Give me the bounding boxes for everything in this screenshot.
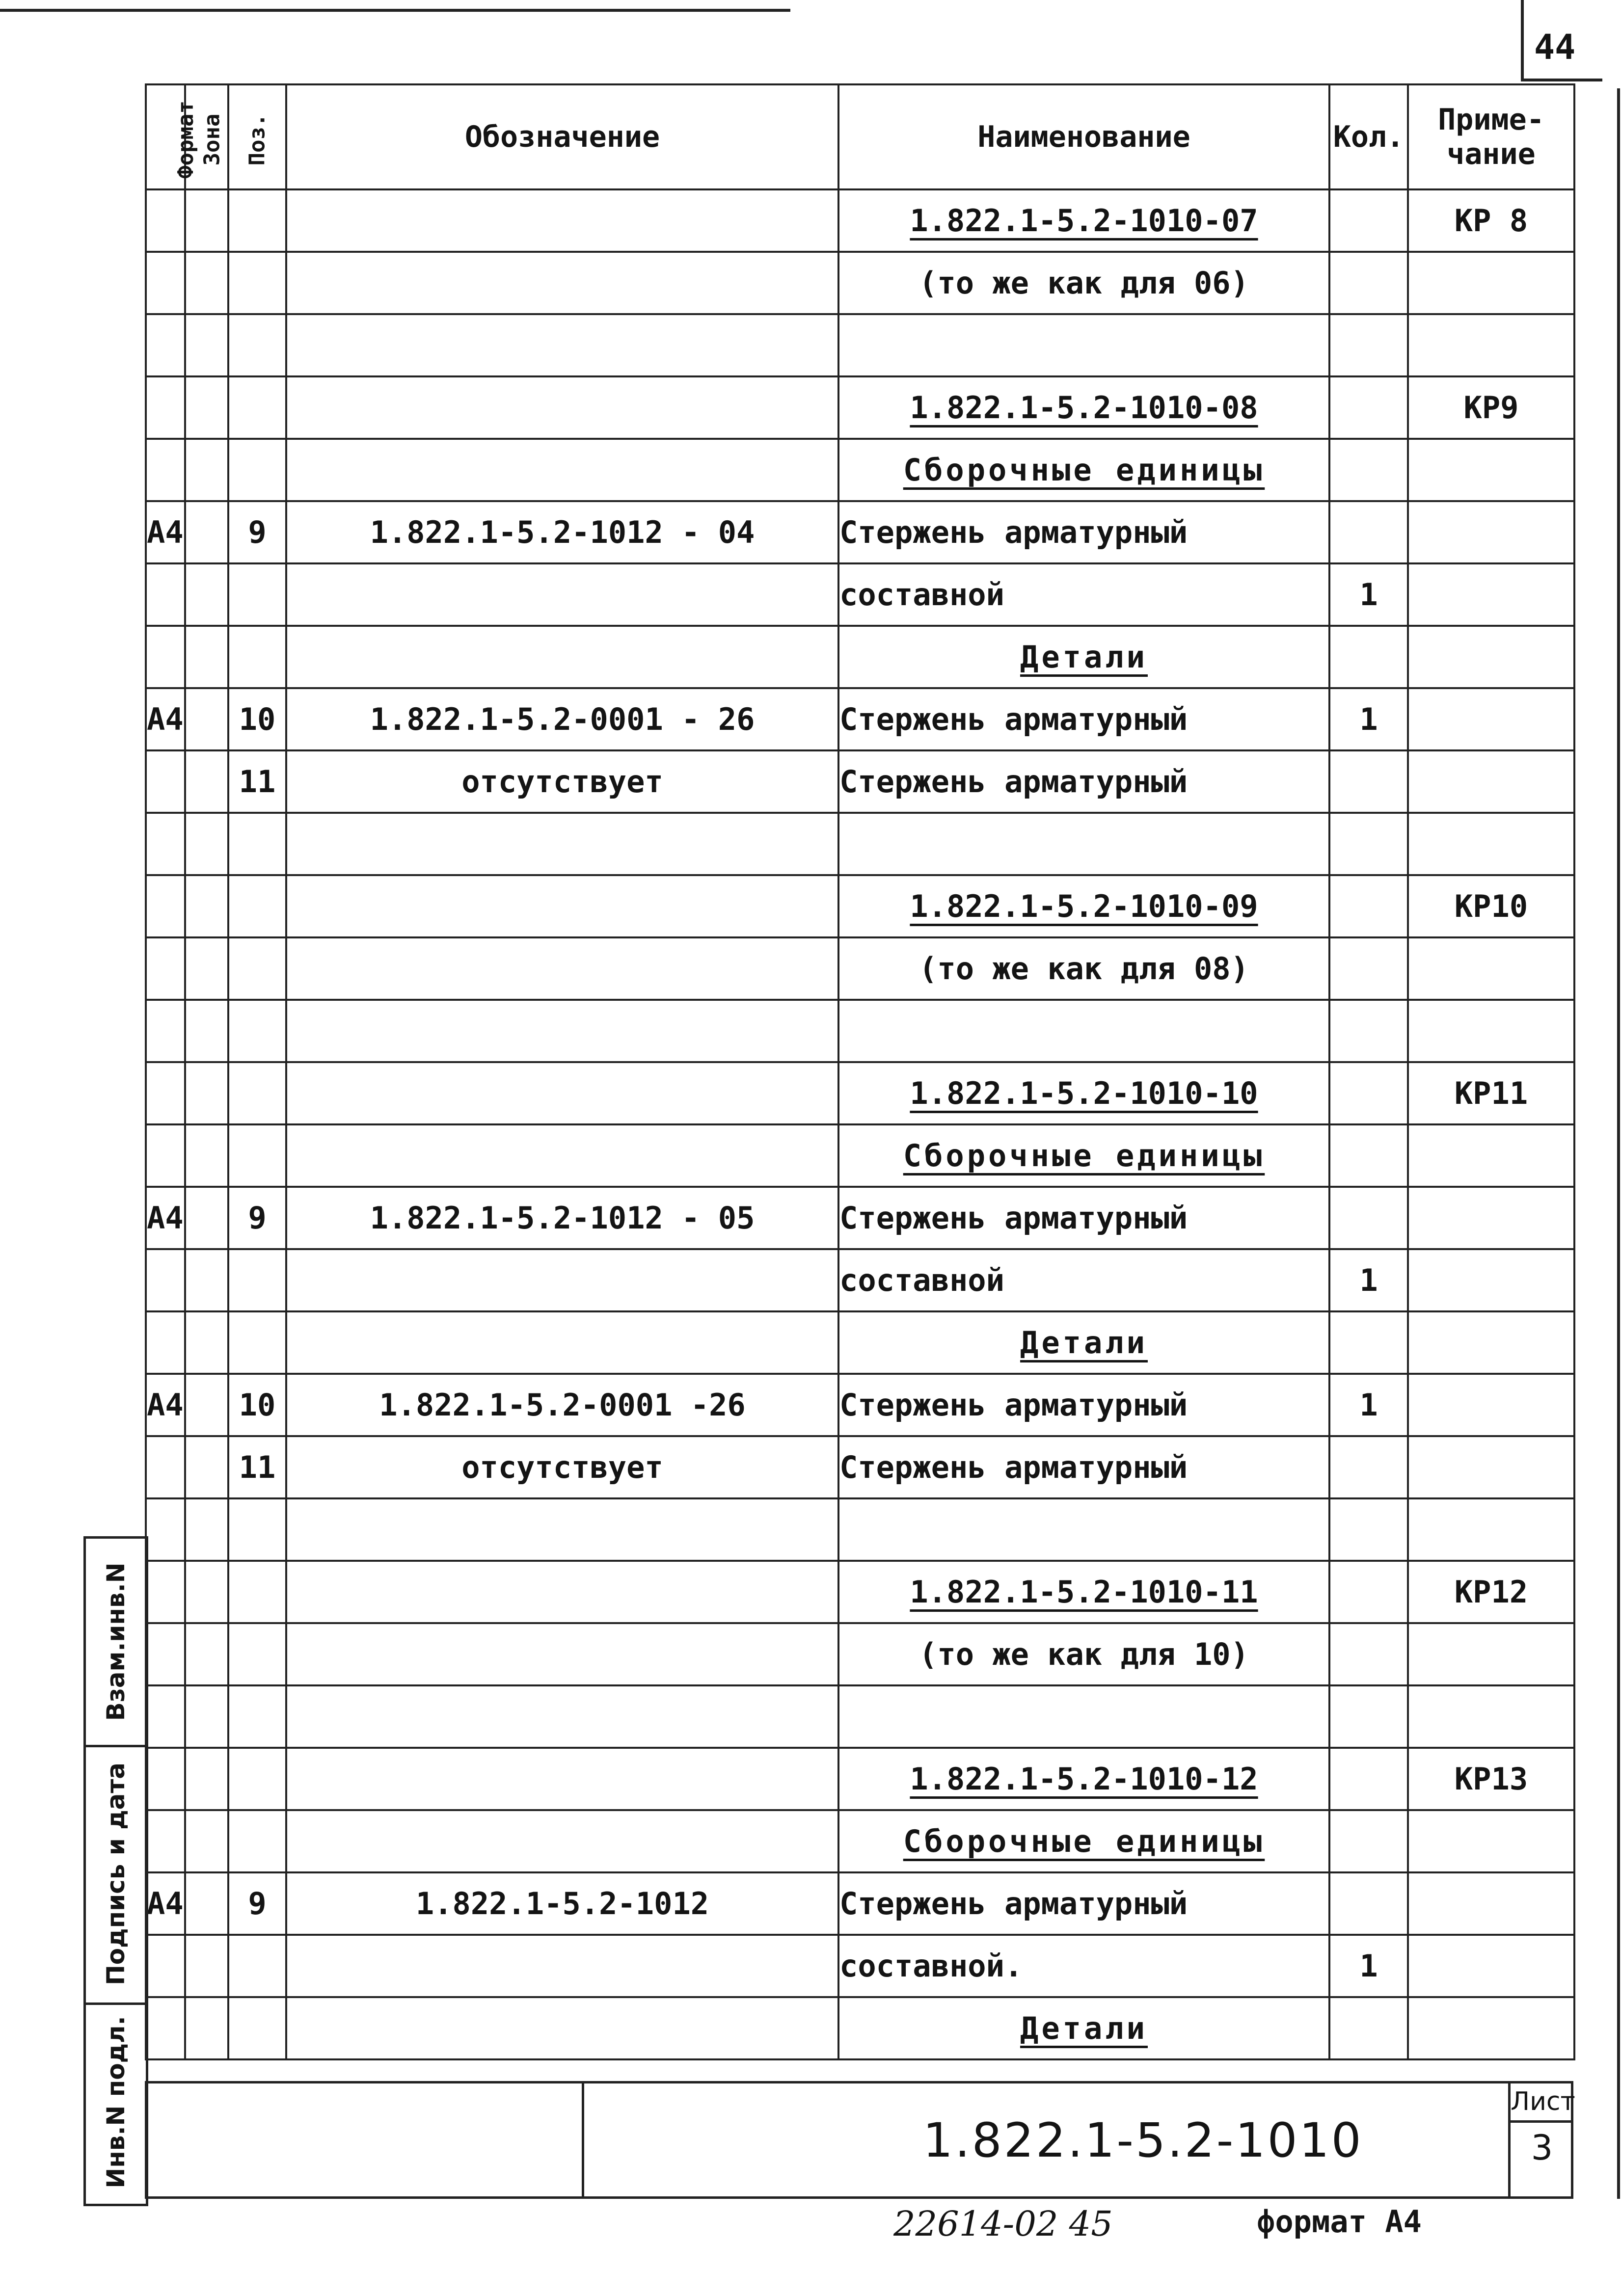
cell-zone: [185, 1124, 228, 1187]
cell-zone: [185, 1748, 228, 1810]
cell-format: А4: [146, 1872, 185, 1935]
cell-note: КР12: [1408, 1561, 1574, 1623]
table-row: [146, 439, 1574, 501]
cell-qty: 1: [1329, 1935, 1408, 1997]
table-row: [146, 1187, 1574, 1249]
specification-table: [145, 83, 1573, 2091]
header-format: Формат: [146, 84, 185, 189]
table-row: [146, 189, 1574, 252]
cell-name: [838, 189, 1329, 252]
cell-format: [146, 1997, 185, 2059]
cell-pos: [228, 376, 286, 439]
cell-designation: 1.822.1-5.2-1012: [286, 1872, 838, 1935]
cell-pos: [228, 937, 286, 1000]
cell-zone: [185, 688, 228, 750]
cell-pos: 9: [228, 1872, 286, 1935]
cell-designation: [286, 1000, 838, 1062]
handwritten-numbers: 22614-02 45: [893, 2204, 1113, 2244]
cell-note: [1408, 1810, 1574, 1872]
cell-name-text: Стержень арматурный: [839, 701, 1188, 737]
cell-designation: [286, 189, 838, 252]
cell-designation: [286, 439, 838, 501]
table-row: [146, 1124, 1574, 1187]
cell-name-text: Сборочные единицы: [903, 1823, 1265, 1859]
cell-format: [146, 439, 185, 501]
cell-designation: отсутствует: [286, 1436, 838, 1498]
cell-note: КР 8: [1408, 189, 1574, 252]
cell-pos: [228, 1311, 286, 1374]
cell-zone: [185, 1561, 228, 1623]
cell-name: [838, 1249, 1329, 1311]
table-row: [146, 1498, 1574, 1561]
cell-name-text: (то же как для 08): [919, 951, 1249, 987]
cell-note: [1408, 688, 1574, 750]
cell-note: [1408, 1311, 1574, 1374]
cell-designation: [286, 1810, 838, 1872]
cell-designation: [286, 1124, 838, 1187]
cell-format: А4: [146, 501, 185, 563]
table-row: [146, 1997, 1574, 2059]
cell-pos: 10: [228, 688, 286, 750]
cell-designation: [286, 1685, 838, 1748]
table-row: [146, 1872, 1574, 1935]
cell-note: [1408, 1436, 1574, 1498]
cell-format: [146, 1748, 185, 1810]
cell-designation: [286, 1498, 838, 1561]
cell-pos: [228, 252, 286, 314]
cell-format: [146, 1000, 185, 1062]
cell-format: [146, 1436, 185, 1498]
cell-pos: [228, 1249, 286, 1311]
cell-designation: [286, 1997, 838, 2059]
cell-format: [146, 189, 185, 252]
cell-designation: [286, 376, 838, 439]
cell-qty: [1329, 376, 1408, 439]
cell-note: [1408, 813, 1574, 875]
cell-pos: [228, 1062, 286, 1124]
cell-designation: [286, 875, 838, 937]
table-row: [146, 875, 1574, 937]
cell-pos: [228, 563, 286, 626]
table-row: [146, 688, 1574, 750]
cell-qty: [1329, 1124, 1408, 1187]
cell-format: А4: [146, 688, 185, 750]
cell-qty: [1329, 1498, 1408, 1561]
cell-pos: [228, 1997, 286, 2059]
cell-pos: [228, 1748, 286, 1810]
cell-name: [838, 501, 1329, 563]
cell-designation: отсутствует: [286, 750, 838, 813]
cell-format: [146, 626, 185, 688]
table-row: [146, 626, 1574, 688]
cell-format: [146, 875, 185, 937]
cell-designation: [286, 937, 838, 1000]
cell-name: [838, 1436, 1329, 1498]
cell-name: [838, 1187, 1329, 1249]
cell-format: [146, 1623, 185, 1685]
cell-designation: [286, 1311, 838, 1374]
cell-zone: [185, 1311, 228, 1374]
cell-note: [1408, 1872, 1574, 1935]
cell-zone: [185, 563, 228, 626]
cell-format: [146, 252, 185, 314]
cell-pos: [228, 1623, 286, 1685]
cell-name-text: Стержень арматурный: [839, 1200, 1188, 1236]
cell-note: [1408, 1124, 1574, 1187]
cell-qty: [1329, 750, 1408, 813]
cell-name: [838, 252, 1329, 314]
header-zone: Зона: [185, 84, 228, 189]
cell-note: [1408, 750, 1574, 813]
table-row: [146, 1374, 1574, 1436]
cell-name: [838, 1374, 1329, 1436]
cell-format: А4: [146, 1187, 185, 1249]
cell-designation: [286, 1748, 838, 1810]
cell-format: [146, 1935, 185, 1997]
cell-designation: 1.822.1-5.2-0001 - 26: [286, 688, 838, 750]
cell-format: [146, 1249, 185, 1311]
cell-qty: 1: [1329, 1249, 1408, 1311]
cell-designation: [286, 1623, 838, 1685]
cell-name-text: составной.: [839, 1948, 1023, 1984]
list-label: Лист: [1511, 2083, 1573, 2123]
cell-name: [838, 688, 1329, 750]
cell-name-text: 1.822.1-5.2-1010-07: [910, 203, 1258, 239]
cell-name: [838, 376, 1329, 439]
cell-zone: [185, 1249, 228, 1311]
cell-name: [838, 626, 1329, 688]
cell-name: [838, 1062, 1329, 1124]
cell-name: [838, 1000, 1329, 1062]
cell-pos: [228, 875, 286, 937]
list-number: 3: [1531, 2128, 1553, 2168]
cell-format: [146, 1810, 185, 1872]
cell-name: [838, 937, 1329, 1000]
table-row: [146, 1249, 1574, 1311]
cell-qty: [1329, 1623, 1408, 1685]
cell-name: [838, 813, 1329, 875]
header-note: Приме- чание: [1408, 84, 1574, 189]
cell-qty: [1329, 1685, 1408, 1748]
cell-name: [838, 1685, 1329, 1748]
cell-name: [838, 1498, 1329, 1561]
cell-note: [1408, 563, 1574, 626]
cell-name-text: Детали: [1020, 2010, 1148, 2046]
cell-designation: 1.822.1-5.2-1012 - 05: [286, 1187, 838, 1249]
cell-name-text: составной: [839, 1262, 1004, 1298]
cell-qty: 1: [1329, 563, 1408, 626]
cell-name: [838, 1311, 1329, 1374]
cell-zone: [185, 1997, 228, 2059]
cell-name-text: Стержень арматурный: [839, 1886, 1188, 1922]
table-row: [146, 1685, 1574, 1748]
cell-zone: [185, 875, 228, 937]
cell-format: [146, 1311, 185, 1374]
cell-qty: 1: [1329, 688, 1408, 750]
cell-name-text: 1.822.1-5.2-1010-08: [910, 390, 1258, 426]
cell-pos: [228, 626, 286, 688]
cell-pos: 9: [228, 501, 286, 563]
cell-name-text: 1.822.1-5.2-1010-11: [910, 1574, 1258, 1610]
cell-name: [838, 750, 1329, 813]
cell-name-text: Сборочные единицы: [903, 452, 1265, 488]
cell-pos: 11: [228, 750, 286, 813]
cell-name-text: составной: [839, 577, 1004, 613]
cell-designation: [286, 1062, 838, 1124]
cell-format: [146, 314, 185, 376]
cell-designation: [286, 252, 838, 314]
cell-note: КР10: [1408, 875, 1574, 937]
table-row: [146, 252, 1574, 314]
cell-qty: [1329, 252, 1408, 314]
cell-pos: 10: [228, 1374, 286, 1436]
table-header: [146, 84, 1574, 189]
cell-name: [838, 875, 1329, 937]
cell-name: [838, 1872, 1329, 1935]
cell-note: [1408, 1374, 1574, 1436]
cell-name: [838, 314, 1329, 376]
cell-qty: [1329, 937, 1408, 1000]
cell-qty: [1329, 875, 1408, 937]
cell-pos: [228, 1000, 286, 1062]
cell-qty: [1329, 1187, 1408, 1249]
cell-name-text: Детали: [1020, 639, 1148, 675]
cell-pos: [228, 1685, 286, 1748]
table-row: [146, 1062, 1574, 1124]
cell-zone: [185, 1498, 228, 1561]
cell-name: [838, 1810, 1329, 1872]
cell-pos: [228, 439, 286, 501]
cell-zone: [185, 1436, 228, 1498]
cell-format: [146, 1561, 185, 1623]
cell-note: [1408, 314, 1574, 376]
cell-qty: [1329, 813, 1408, 875]
cell-name: [838, 1623, 1329, 1685]
cell-qty: [1329, 439, 1408, 501]
document-code: 1.822.1-5.2-1010: [923, 2113, 1363, 2168]
cell-zone: [185, 1062, 228, 1124]
top-rule: [0, 9, 790, 12]
cell-name: [838, 1748, 1329, 1810]
table-row: [146, 563, 1574, 626]
cell-name-text: 1.822.1-5.2-1010-10: [910, 1075, 1258, 1111]
cell-name: [838, 1997, 1329, 2059]
cell-note: [1408, 1249, 1574, 1311]
cell-pos: [228, 813, 286, 875]
table-row: [146, 1748, 1574, 1810]
cell-name-text: 1.822.1-5.2-1010-12: [910, 1761, 1258, 1797]
cell-zone: [185, 937, 228, 1000]
cell-designation: [286, 1249, 838, 1311]
cell-qty: [1329, 1748, 1408, 1810]
cell-pos: [228, 1935, 286, 1997]
cell-note: [1408, 1685, 1574, 1748]
cell-name-text: Стержень арматурный: [839, 1387, 1188, 1423]
cell-designation: [286, 1561, 838, 1623]
table-row: [146, 937, 1574, 1000]
cell-zone: [185, 1685, 228, 1748]
cell-qty: [1329, 1872, 1408, 1935]
cell-format: [146, 1498, 185, 1561]
cell-designation: 1.822.1-5.2-1012 - 04: [286, 501, 838, 563]
cell-format: [146, 1124, 185, 1187]
cell-note: КР11: [1408, 1062, 1574, 1124]
header-designation: Обозначение: [286, 84, 838, 189]
header-name: Наименование: [838, 84, 1329, 189]
cell-zone: [185, 1000, 228, 1062]
cell-format: [146, 376, 185, 439]
cell-qty: 1: [1329, 1374, 1408, 1436]
table-row: [146, 1561, 1574, 1623]
table-row: [146, 1623, 1574, 1685]
cell-note: [1408, 1997, 1574, 2059]
cell-name: [838, 1935, 1329, 1997]
cell-note: [1408, 252, 1574, 314]
table-row: [146, 750, 1574, 813]
cell-qty: [1329, 1000, 1408, 1062]
cell-designation: [286, 813, 838, 875]
cell-note: КР13: [1408, 1748, 1574, 1810]
cell-name-text: Сборочные единицы: [903, 1138, 1265, 1174]
list-box: [1508, 2083, 1573, 2196]
cell-zone: [185, 813, 228, 875]
cell-pos: [228, 314, 286, 376]
cell-note: [1408, 626, 1574, 688]
cell-note: [1408, 1935, 1574, 1997]
cell-designation: 1.822.1-5.2-0001 -26: [286, 1374, 838, 1436]
cell-note: КР9: [1408, 376, 1574, 439]
cell-zone: [185, 189, 228, 252]
table-row: [146, 501, 1574, 563]
cell-note: [1408, 501, 1574, 563]
cell-name: [838, 563, 1329, 626]
cell-qty: [1329, 1062, 1408, 1124]
cell-pos: [228, 1561, 286, 1623]
cell-note: [1408, 1623, 1574, 1685]
cell-name-text: (то же как для 10): [919, 1636, 1249, 1672]
cell-format: [146, 1685, 185, 1748]
header-qty: Кол.: [1329, 84, 1408, 189]
cell-note: [1408, 937, 1574, 1000]
title-block: [145, 2081, 1573, 2199]
cell-pos: [228, 1124, 286, 1187]
stamp-vzam-inv: Взам.инв.N: [86, 1539, 146, 1747]
cell-format: [146, 937, 185, 1000]
cell-zone: [185, 1623, 228, 1685]
cell-qty: [1329, 189, 1408, 252]
cell-format: [146, 750, 185, 813]
cell-format: [146, 813, 185, 875]
cell-name: [838, 1124, 1329, 1187]
cell-zone: [185, 1810, 228, 1872]
cell-pos: [228, 189, 286, 252]
cell-zone: [185, 376, 228, 439]
cell-name-text: Стержень арматурный: [839, 514, 1188, 550]
cell-designation: [286, 563, 838, 626]
cell-zone: [185, 252, 228, 314]
table-row: [146, 1436, 1574, 1498]
cell-zone: [185, 750, 228, 813]
cell-qty: [1329, 1810, 1408, 1872]
right-border: [1617, 88, 1620, 2199]
table-row: [146, 1311, 1574, 1374]
cell-zone: [185, 314, 228, 376]
cell-name-text: (то же как для 06): [919, 265, 1249, 301]
cell-note: [1408, 1187, 1574, 1249]
cell-zone: [185, 439, 228, 501]
cell-qty: [1329, 1997, 1408, 2059]
cell-name-text: Стержень арматурный: [839, 1449, 1188, 1485]
table-row: [146, 1810, 1574, 1872]
left-stamp: [83, 1536, 148, 2206]
cell-format: [146, 563, 185, 626]
cell-zone: [185, 1935, 228, 1997]
cell-qty: [1329, 1311, 1408, 1374]
cell-pos: 11: [228, 1436, 286, 1498]
cell-name-text: 1.822.1-5.2-1010-09: [910, 888, 1258, 924]
stamp-inv-podl: Инв.N подл.: [102, 2015, 130, 2189]
cell-name-text: Стержень арматурный: [839, 764, 1188, 800]
sheet-number: 44: [1534, 27, 1576, 67]
cell-qty: [1329, 1436, 1408, 1498]
cell-pos: [228, 1810, 286, 1872]
table-row: [146, 1935, 1574, 1997]
cell-name: [838, 1561, 1329, 1623]
cell-qty: [1329, 1561, 1408, 1623]
cell-qty: [1329, 626, 1408, 688]
title-divider: [582, 2083, 584, 2196]
cell-zone: [185, 626, 228, 688]
cell-zone: [185, 1872, 228, 1935]
cell-pos: [228, 1498, 286, 1561]
cell-note: [1408, 439, 1574, 501]
cell-zone: [185, 1187, 228, 1249]
cell-qty: [1329, 501, 1408, 563]
cell-format: [146, 1062, 185, 1124]
cell-designation: [286, 314, 838, 376]
cell-designation: [286, 1935, 838, 1997]
footer-format: формат А4: [1257, 2204, 1422, 2240]
table-row: [146, 1000, 1574, 1062]
table-row: [146, 314, 1574, 376]
header-pos: Поз.: [228, 84, 286, 189]
cell-name-text: Детали: [1020, 1325, 1148, 1361]
stamp-podpis-data: Подпись и дата: [86, 1745, 146, 2005]
cell-pos: 9: [228, 1187, 286, 1249]
cell-designation: [286, 626, 838, 688]
cell-note: [1408, 1498, 1574, 1561]
cell-name: [838, 439, 1329, 501]
cell-note: [1408, 1000, 1574, 1062]
table-row: [146, 813, 1574, 875]
cell-qty: [1329, 314, 1408, 376]
cell-zone: [185, 501, 228, 563]
table-row: [146, 376, 1574, 439]
cell-format: А4: [146, 1374, 185, 1436]
cell-zone: [185, 1374, 228, 1436]
